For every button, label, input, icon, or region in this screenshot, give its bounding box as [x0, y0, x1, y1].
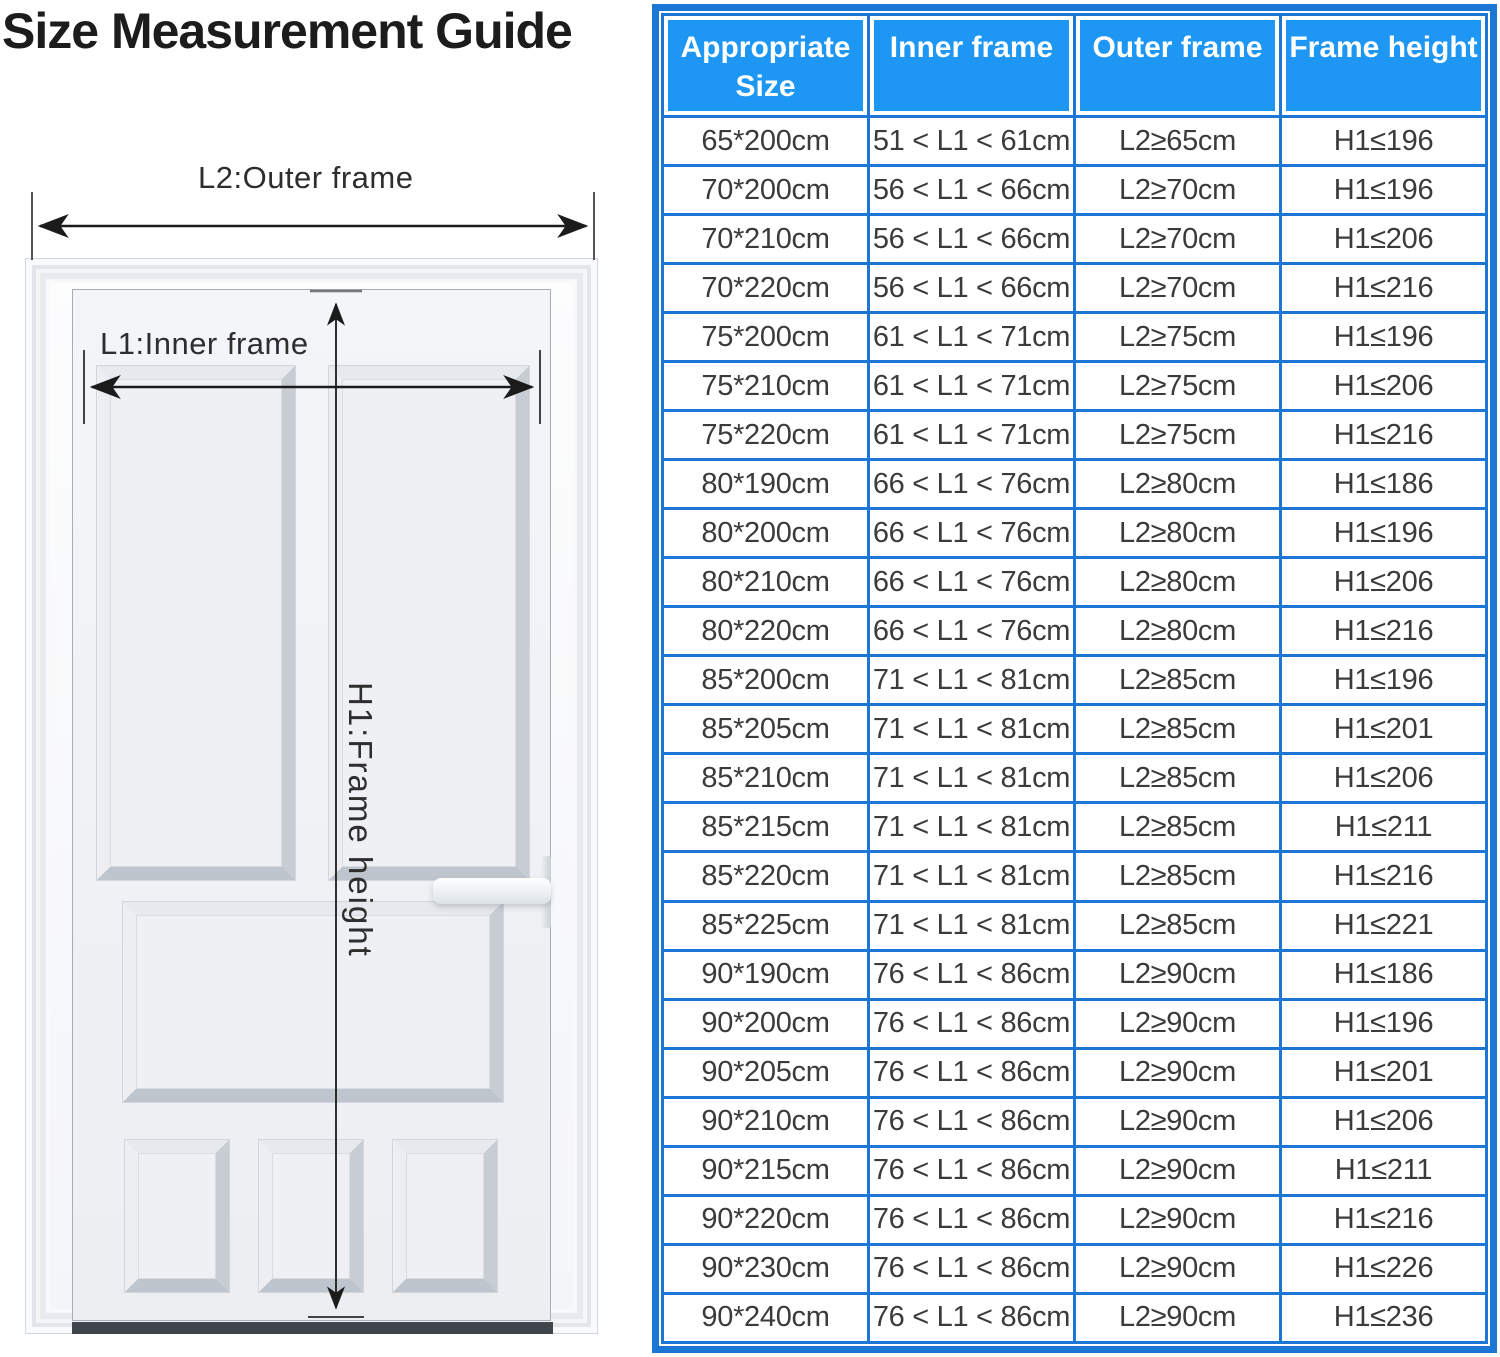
table-cell: 75*200cm — [663, 313, 869, 362]
table-cell: L2≥80cm — [1075, 509, 1281, 558]
table-cell: H1≤216 — [1281, 852, 1487, 901]
table-row — [663, 607, 1487, 656]
table-cell: H1≤196 — [1281, 509, 1487, 558]
table-cell: H1≤206 — [1281, 215, 1487, 264]
table-cell: L2≥75cm — [1075, 313, 1281, 362]
door-threshold — [72, 1322, 553, 1334]
table-row — [663, 264, 1487, 313]
door-outer-frame — [25, 258, 598, 1334]
table-cell: 61 < L1 < 71cm — [869, 362, 1075, 411]
table-row — [663, 509, 1487, 558]
table-row — [663, 803, 1487, 852]
table-cell: 66 < L1 < 76cm — [869, 460, 1075, 509]
table-cell: H1≤206 — [1281, 558, 1487, 607]
table-cell: H1≤196 — [1281, 656, 1487, 705]
table-cell: H1≤186 — [1281, 950, 1487, 999]
inner-frame-label: L1:Inner frame — [100, 326, 309, 361]
table-cell: H1≤216 — [1281, 264, 1487, 313]
size-table-header — [663, 15, 1487, 117]
table-cell: 76 < L1 < 86cm — [869, 950, 1075, 999]
header-outer-frame: Outer frame — [1075, 15, 1281, 117]
table-cell: 85*200cm — [663, 656, 869, 705]
table-cell: 76 < L1 < 86cm — [869, 1097, 1075, 1146]
table-row — [663, 1048, 1487, 1097]
frame-height-label: H1:Frame height — [342, 682, 379, 958]
size-table — [661, 13, 1488, 1344]
table-cell: 70*200cm — [663, 166, 869, 215]
table-cell: L2≥75cm — [1075, 362, 1281, 411]
table-cell: 66 < L1 < 76cm — [869, 607, 1075, 656]
table-cell: 76 < L1 < 86cm — [869, 1146, 1075, 1195]
table-cell: L2≥70cm — [1075, 166, 1281, 215]
table-cell: L2≥90cm — [1075, 1293, 1281, 1342]
page-title: Size Measurement Guide — [2, 3, 572, 59]
table-cell: L2≥85cm — [1075, 803, 1281, 852]
door-panel-bottom-right — [393, 1140, 497, 1292]
table-cell: 66 < L1 < 76cm — [869, 509, 1075, 558]
table-cell: 90*215cm — [663, 1146, 869, 1195]
table-cell: L2≥80cm — [1075, 607, 1281, 656]
table-cell: L2≥80cm — [1075, 558, 1281, 607]
table-row — [663, 1195, 1487, 1244]
table-cell: 85*220cm — [663, 852, 869, 901]
table-row — [663, 558, 1487, 607]
table-cell: 80*210cm — [663, 558, 869, 607]
table-cell: 75*220cm — [663, 411, 869, 460]
table-cell: H1≤201 — [1281, 705, 1487, 754]
table-cell: H1≤196 — [1281, 166, 1487, 215]
table-cell: H1≤196 — [1281, 999, 1487, 1048]
table-cell: L2≥90cm — [1075, 999, 1281, 1048]
table-row — [663, 656, 1487, 705]
table-cell: L2≥85cm — [1075, 656, 1281, 705]
table-cell: L2≥90cm — [1075, 1146, 1281, 1195]
table-cell: 56 < L1 < 66cm — [869, 215, 1075, 264]
table-row — [663, 411, 1487, 460]
table-cell: H1≤216 — [1281, 1195, 1487, 1244]
table-cell: 70*220cm — [663, 264, 869, 313]
table-cell: L2≥90cm — [1075, 1195, 1281, 1244]
table-cell: L2≥90cm — [1075, 1244, 1281, 1293]
header-row — [663, 15, 1487, 117]
table-cell: L2≥90cm — [1075, 1048, 1281, 1097]
table-cell: 80*190cm — [663, 460, 869, 509]
table-cell: H1≤211 — [1281, 1146, 1487, 1195]
door-panel-bottom-left — [125, 1140, 229, 1292]
table-cell: 65*200cm — [663, 117, 869, 166]
table-cell: L2≥65cm — [1075, 117, 1281, 166]
size-table-body — [663, 117, 1487, 1343]
table-cell: L2≥90cm — [1075, 1097, 1281, 1146]
table-cell: H1≤196 — [1281, 117, 1487, 166]
table-row — [663, 1097, 1487, 1146]
table-cell: 71 < L1 < 81cm — [869, 705, 1075, 754]
table-cell: 76 < L1 < 86cm — [869, 1244, 1075, 1293]
table-cell: 71 < L1 < 81cm — [869, 754, 1075, 803]
table-cell: L2≥75cm — [1075, 411, 1281, 460]
table-row — [663, 950, 1487, 999]
table-cell: 90*210cm — [663, 1097, 869, 1146]
table-cell: H1≤221 — [1281, 901, 1487, 950]
door-slab — [72, 289, 551, 1321]
table-row — [663, 852, 1487, 901]
table-cell: 85*225cm — [663, 901, 869, 950]
table-cell: 76 < L1 < 86cm — [869, 999, 1075, 1048]
table-cell: 90*220cm — [663, 1195, 869, 1244]
table-row — [663, 1293, 1487, 1342]
table-cell: 80*200cm — [663, 509, 869, 558]
table-cell: 80*220cm — [663, 607, 869, 656]
table-cell: 75*210cm — [663, 362, 869, 411]
table-cell: 56 < L1 < 66cm — [869, 166, 1075, 215]
table-cell: H1≤236 — [1281, 1293, 1487, 1342]
table-row — [663, 166, 1487, 215]
table-row — [663, 705, 1487, 754]
table-row — [663, 313, 1487, 362]
table-row — [663, 1146, 1487, 1195]
header-frame-height: Frame height — [1281, 15, 1487, 117]
header-inner-frame: Inner frame — [869, 15, 1075, 117]
table-row — [663, 999, 1487, 1048]
table-cell: 90*190cm — [663, 950, 869, 999]
table-cell: 61 < L1 < 71cm — [869, 313, 1075, 362]
table-row — [663, 1244, 1487, 1293]
table-cell: 76 < L1 < 86cm — [869, 1048, 1075, 1097]
table-cell: L2≥85cm — [1075, 852, 1281, 901]
table-cell: H1≤211 — [1281, 803, 1487, 852]
table-row — [663, 215, 1487, 264]
table-cell: 66 < L1 < 76cm — [869, 558, 1075, 607]
table-cell: H1≤226 — [1281, 1244, 1487, 1293]
table-cell: H1≤206 — [1281, 362, 1487, 411]
table-cell: L2≥85cm — [1075, 754, 1281, 803]
table-cell: 85*215cm — [663, 803, 869, 852]
table-cell: H1≤206 — [1281, 754, 1487, 803]
table-cell: L2≥90cm — [1075, 950, 1281, 999]
table-cell: 71 < L1 < 81cm — [869, 901, 1075, 950]
table-cell: L2≥70cm — [1075, 215, 1281, 264]
table-cell: H1≤206 — [1281, 1097, 1487, 1146]
table-cell: H1≤196 — [1281, 313, 1487, 362]
outer-frame-label: L2:Outer frame — [198, 160, 414, 195]
table-cell: H1≤216 — [1281, 607, 1487, 656]
table-cell: 76 < L1 < 86cm — [869, 1195, 1075, 1244]
table-cell: L2≥80cm — [1075, 460, 1281, 509]
door-panel-bottom-center — [259, 1140, 363, 1292]
table-cell: 61 < L1 < 71cm — [869, 411, 1075, 460]
table-cell: H1≤186 — [1281, 460, 1487, 509]
table-row — [663, 117, 1487, 166]
table-row — [663, 754, 1487, 803]
table-cell: 90*230cm — [663, 1244, 869, 1293]
size-table-frame — [652, 4, 1497, 1353]
table-cell: 85*210cm — [663, 754, 869, 803]
table-cell: L2≥85cm — [1075, 705, 1281, 754]
table-cell: 70*210cm — [663, 215, 869, 264]
table-cell: 56 < L1 < 66cm — [869, 264, 1075, 313]
table-cell: L2≥70cm — [1075, 264, 1281, 313]
table-cell: 90*205cm — [663, 1048, 869, 1097]
table-cell: 85*205cm — [663, 705, 869, 754]
table-row — [663, 460, 1487, 509]
door-handle — [433, 878, 551, 904]
table-row — [663, 901, 1487, 950]
table-cell: 51 < L1 < 61cm — [869, 117, 1075, 166]
table-cell: 90*200cm — [663, 999, 869, 1048]
table-cell: 90*240cm — [663, 1293, 869, 1342]
door-panel-middle — [123, 902, 503, 1102]
table-cell: H1≤216 — [1281, 411, 1487, 460]
header-appropriate-size: Appropriate Size — [663, 15, 869, 117]
table-cell: 71 < L1 < 81cm — [869, 803, 1075, 852]
table-cell: 76 < L1 < 86cm — [869, 1293, 1075, 1342]
table-cell: H1≤201 — [1281, 1048, 1487, 1097]
table-cell: 71 < L1 < 81cm — [869, 852, 1075, 901]
door-panel-top-left — [97, 366, 295, 880]
table-cell: 71 < L1 < 81cm — [869, 656, 1075, 705]
table-row — [663, 362, 1487, 411]
table-cell: L2≥85cm — [1075, 901, 1281, 950]
